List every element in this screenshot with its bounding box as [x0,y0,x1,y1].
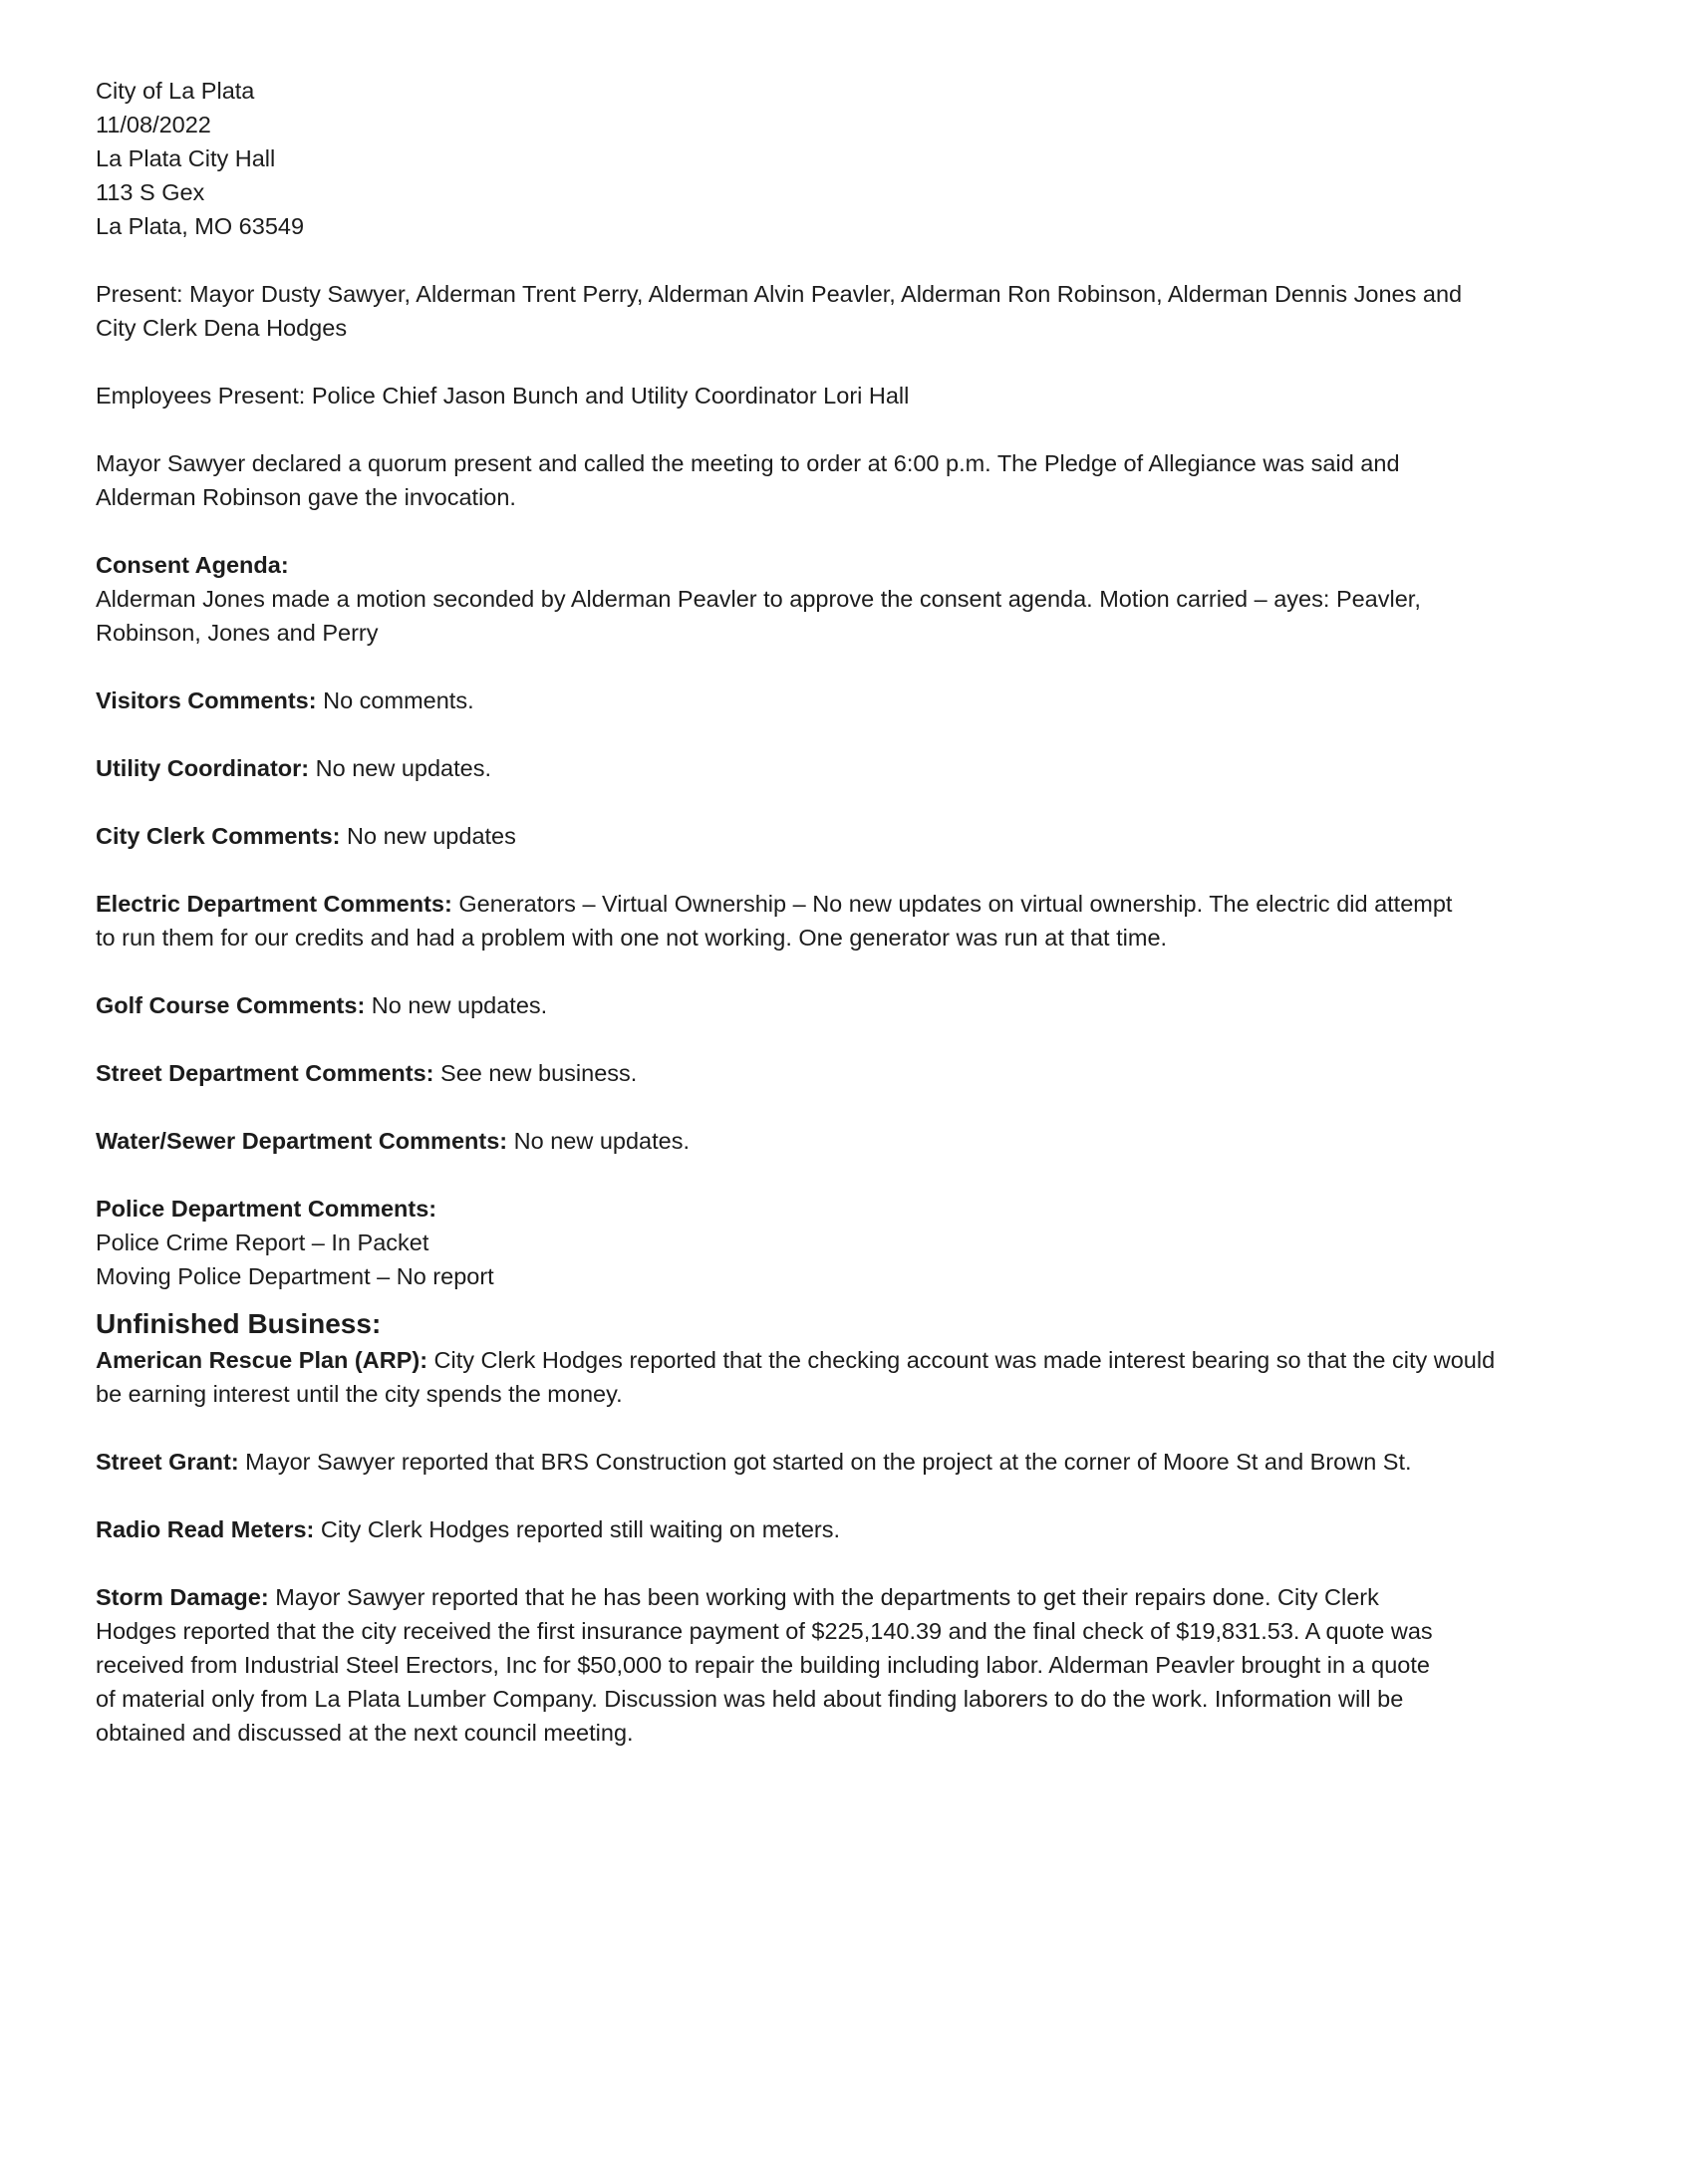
present-line-2: City Clerk Dena Hodges [96,315,348,341]
street-grant-text: Mayor Sawyer reported that BRS Construction got started on the project at the corner of Moore St and Brown St. [238,1449,1412,1475]
city-name: City of La Plata [96,78,255,104]
storm-text-2: Hodges reported that the city received the first insurance payment of $225,140.39 and the final check of $19,831.53. A quote was [96,1618,1433,1644]
police-department-comments [96,1192,1590,1293]
water-text: No new updates. [507,1128,690,1154]
street-grant-item [96,1445,1590,1479]
radio-label: Radio Read Meters: [96,1516,315,1542]
visitors-text: No comments. [316,687,474,713]
clerk-label: City Clerk Comments: [96,823,341,849]
golf-label: Golf Course Comments: [96,992,366,1018]
arp-label: American Rescue Plan (ARP): [96,1347,428,1373]
utility-coordinator-comments [96,751,1590,785]
arp-text-2: be earning interest until the city spends the money. [96,1381,623,1407]
visitors-comments [96,683,1590,717]
police-item-crime-report: Police Crime Report – In Packet [96,1229,429,1255]
street-text: See new business. [433,1060,638,1086]
storm-text-4: of material only from La Plata Lumber Company. Discussion was held about finding laborers to do the work. Information will be [96,1686,1404,1712]
minutes-page [96,74,1590,1750]
utility-label: Utility Coordinator: [96,755,310,781]
electric-label: Electric Department Comments: [96,891,452,917]
storm-text-5: obtained and discussed at the next council meeting. [96,1720,634,1746]
consent-agenda-section [96,548,1590,650]
city-clerk-comments [96,819,1590,853]
arp-text-1: City Clerk Hodges reported that the checking account was made interest bearing so that the city would [427,1347,1496,1373]
electric-text-1: Generators – Virtual Ownership – No new updates on virtual ownership. The electric did attempt [451,891,1453,917]
storm-text-1: Mayor Sawyer reported that he has been working with the departments to get their repairs done. City Clerk [268,1584,1379,1610]
golf-text: No new updates. [365,992,548,1018]
street-label: Street Department Comments: [96,1060,434,1086]
city-state-zip: La Plata, MO 63549 [96,213,305,239]
clerk-text: No new updates [340,823,516,849]
street-department-comments [96,1056,1590,1090]
radio-text: City Clerk Hodges reported still waiting on meters. [314,1516,841,1542]
letterhead [96,74,1590,243]
utility-text: No new updates. [309,755,491,781]
opening-line-1: Mayor Sawyer declared a quorum present and called the meeting to order at 6:00 p.m. The Pledge of Allegiance was said and [96,450,1400,476]
consent-agenda-heading: Consent Agenda: [96,552,289,578]
meeting-date: 11/08/2022 [96,112,211,137]
storm-damage-item [96,1580,1590,1750]
storm-text-3: received from Industrial Steel Erectors, Inc for $50,000 to repair the building including labor. Alderman Peavler brought in a quote [96,1652,1430,1678]
water-sewer-comments [96,1124,1590,1158]
street-grant-label: Street Grant: [96,1449,239,1475]
radio-read-meters-item [96,1512,1590,1546]
police-heading: Police Department Comments: [96,1196,437,1222]
electric-department-comments [96,887,1590,955]
consent-agenda-line-1: Alderman Jones made a motion seconded by Alderman Peavler to approve the consent agenda. Motion carried – ayes: Peavler, [96,586,1421,612]
golf-course-comments [96,988,1590,1022]
unfinished-business-heading: Unfinished Business: [96,1308,382,1339]
storm-label: Storm Damage: [96,1584,269,1610]
opening-paragraph [96,446,1590,514]
employees-present-line: Employees Present: Police Chief Jason Bunch and Utility Coordinator Lori Hall [96,383,910,409]
electric-text-2: to run them for our credits and had a problem with one not working. One generator was run at that time. [96,925,1168,951]
present-line-1: Present: Mayor Dusty Sawyer, Alderman Trent Perry, Alderman Alvin Peavler, Alderman Ron Robinson, Alderman Dennis Jones and [96,281,1463,307]
meeting-location: La Plata City Hall [96,145,276,171]
employees-paragraph [96,379,1590,412]
arp-item [96,1343,1590,1411]
attendance-paragraph [96,277,1590,345]
police-item-moving: Moving Police Department – No report [96,1263,494,1289]
consent-agenda-line-2: Robinson, Jones and Perry [96,620,379,646]
visitors-label: Visitors Comments: [96,687,317,713]
opening-line-2: Alderman Robinson gave the invocation. [96,484,516,510]
water-label: Water/Sewer Department Comments: [96,1128,508,1154]
street-address: 113 S Gex [96,179,205,205]
